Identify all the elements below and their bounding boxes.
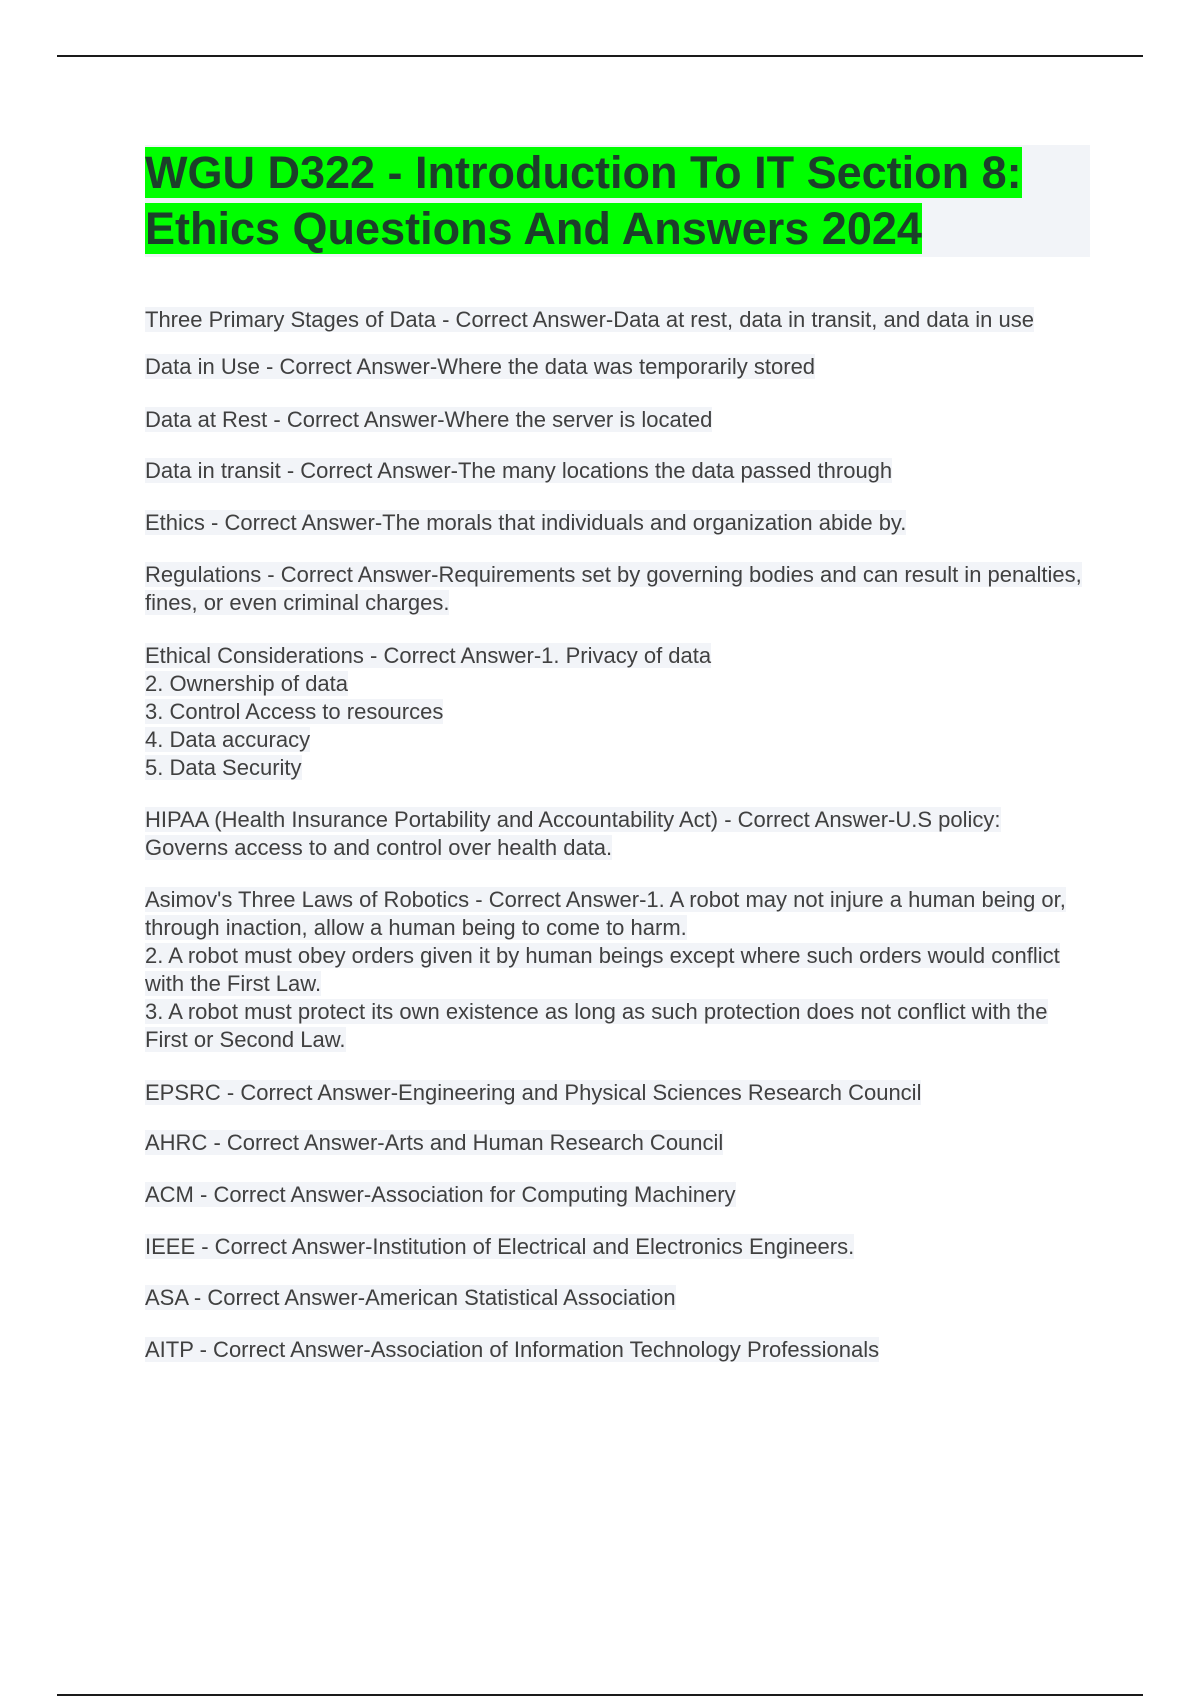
qa-text: 2. Ownership of data xyxy=(145,671,349,696)
document-title xyxy=(145,145,1090,257)
qa-entry xyxy=(145,642,1085,782)
qa-text: AHRC - Correct Answer-Arts and Human Research Council xyxy=(145,1130,724,1155)
qa-text: Three Primary Stages of Data - Correct Answer-Data at rest, data in transit, and data in use xyxy=(145,307,1034,332)
qa-entry xyxy=(145,509,1085,537)
qa-text: Asimov's Three Laws of Robotics - Correct Answer-1. A robot may not injure a human being or, through inaction, allow a human being to come to harm. xyxy=(145,887,1066,940)
qa-text: ACM - Correct Answer-Association for Computing Machinery xyxy=(145,1182,736,1207)
qa-entry xyxy=(145,1336,1085,1364)
qa-line xyxy=(145,1129,1085,1157)
qa-line xyxy=(145,509,1085,537)
qa-text: 4. Data accuracy xyxy=(145,727,311,752)
qa-entry xyxy=(145,561,1085,617)
qa-list xyxy=(145,282,1085,1364)
qa-line xyxy=(145,306,1085,334)
qa-text: EPSRC - Correct Answer-Engineering and Physical Sciences Research Council xyxy=(145,1080,922,1105)
qa-entry xyxy=(145,1233,1085,1261)
qa-entry xyxy=(145,457,1085,485)
qa-line xyxy=(145,1181,1085,1209)
qa-entry xyxy=(145,406,1085,434)
qa-line xyxy=(145,998,1085,1054)
qa-entry xyxy=(145,1181,1085,1209)
qa-line xyxy=(145,1284,1085,1312)
qa-entry xyxy=(145,1079,1085,1107)
qa-text: Regulations - Correct Answer-Requirements set by governing bodies and can result in penalties, fines, or even criminal charges. xyxy=(145,562,1082,615)
qa-text: 2. A robot must obey orders given it by human beings except where such orders would conflict with the First Law. xyxy=(145,943,1060,996)
qa-text: HIPAA (Health Insurance Portability and Accountability Act) - Correct Answer-U.S policy: Governs access to and control over health data. xyxy=(145,807,1001,860)
qa-line xyxy=(145,353,1085,381)
qa-text: 3. A robot must protect its own existence as long as such protection does not conflict with the First or Second Law. xyxy=(145,999,1048,1052)
qa-text: AITP - Correct Answer-Association of Information Technology Professionals xyxy=(145,1337,880,1362)
qa-line xyxy=(145,561,1085,617)
qa-line xyxy=(145,406,1085,434)
title-highlight: WGU D322 - Introduction To IT Section 8: Ethics Questions And Answers 2024 xyxy=(145,147,1022,254)
qa-entry xyxy=(145,886,1085,1054)
qa-line xyxy=(145,806,1085,862)
qa-entry xyxy=(145,1129,1085,1157)
title-block xyxy=(145,145,1090,257)
qa-text: Ethics - Correct Answer-The morals that individuals and organization abide by. xyxy=(145,510,907,535)
qa-line xyxy=(145,698,1085,726)
qa-text: IEEE - Correct Answer-Institution of Electrical and Electronics Engineers. xyxy=(145,1234,855,1259)
qa-text: Data in transit - Correct Answer-The many locations the data passed through xyxy=(145,458,893,483)
qa-text: Data in Use - Correct Answer-Where the data was temporarily stored xyxy=(145,354,816,379)
top-rule xyxy=(57,55,1143,57)
qa-entry xyxy=(145,306,1085,334)
qa-line xyxy=(145,1233,1085,1261)
qa-line xyxy=(145,754,1085,782)
qa-text: Data at Rest - Correct Answer-Where the server is located xyxy=(145,407,713,432)
qa-line xyxy=(145,1079,1085,1107)
qa-text: 3. Control Access to resources xyxy=(145,699,444,724)
qa-text: 5. Data Security xyxy=(145,755,302,780)
qa-line xyxy=(145,1336,1085,1364)
qa-line xyxy=(145,942,1085,998)
qa-text: ASA - Correct Answer-American Statistical Association xyxy=(145,1285,676,1310)
qa-line xyxy=(145,886,1085,942)
qa-entry xyxy=(145,806,1085,862)
qa-entry xyxy=(145,1284,1085,1312)
qa-line xyxy=(145,457,1085,485)
bottom-rule xyxy=(57,1694,1143,1696)
qa-line xyxy=(145,726,1085,754)
qa-entry xyxy=(145,353,1085,381)
qa-text: Ethical Considerations - Correct Answer-1. Privacy of data xyxy=(145,643,712,668)
qa-line xyxy=(145,642,1085,670)
qa-line xyxy=(145,670,1085,698)
